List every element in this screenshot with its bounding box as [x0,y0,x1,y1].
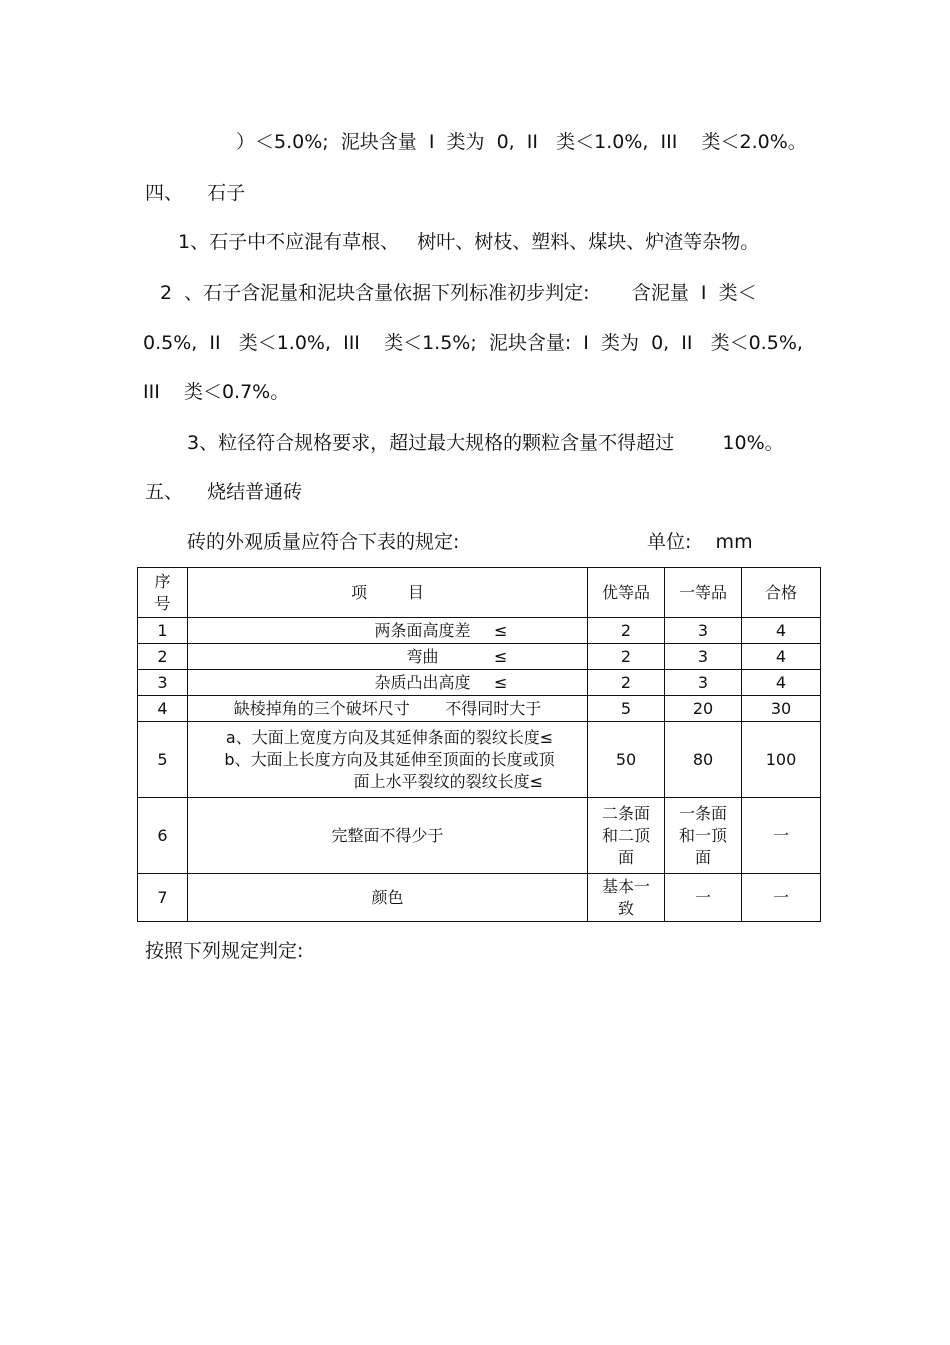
row-no: 4 [138,696,188,722]
crack-rule-b: b、大面上长度方向及其延伸至顶面的长度或顶 [224,749,555,769]
leq-symbol: ≤ [494,646,508,666]
row-item: 杂质凸出高度 ≤ [188,670,588,696]
table-row [138,644,821,670]
table-unit: 单位: mm [647,531,753,553]
row-item: 两条面高度差 ≤ [188,618,588,644]
brick-quality-table [137,567,821,922]
paragraph-line: 3、粒径符合规格要求，超过最大规格的颗粒含量不得超过 10%。 [187,432,784,454]
paragraph-line: III 类＜0.7%。 [143,381,290,403]
header-no: 序 号 [138,568,188,618]
row-grade-3: 30 [742,696,821,722]
leq-symbol: ≤ [494,620,508,640]
row-grade-1: 2 [588,618,665,644]
row-item: 完整面不得少于 [188,798,588,874]
row-no: 6 [138,798,188,874]
row-grade-3: 4 [742,670,821,696]
header-grade-2: 一等品 [665,568,742,618]
row-grade-2: 20 [665,696,742,722]
row-item [188,722,588,798]
table-row [138,798,821,874]
row-no: 7 [138,874,188,922]
paragraph-line: 按照下列规定判定: [145,940,304,962]
row-item: 颜色 [188,874,588,922]
row-item: 弯曲 ≤ [188,644,588,670]
crack-rule-a: a、大面上宽度方向及其延伸条面的裂纹长度≤ [225,727,554,747]
table-row [138,874,821,922]
row-grade-1: 二条面 和二顶 面 [588,798,665,874]
paragraph-line: 1、石子中不应混有草根、 树叶、树枝、塑料、煤块、炉渣等杂物。 [178,231,760,253]
row-grade-2: 3 [665,670,742,696]
table-row [138,670,821,696]
row-grade-1: 2 [588,670,665,696]
header-grade-1: 优等品 [588,568,665,618]
table-caption: 砖的外观质量应符合下表的规定: [187,531,460,553]
row-grade-2: 3 [665,644,742,670]
row-no: 3 [138,670,188,696]
paragraph-line: ）＜5.0%; 泥块含量 I 类为 0, II 类＜1.0%, III 类＜2.0%。 [236,131,807,153]
crack-rule-c: 面上水平裂纹的裂纹长度≤ [353,771,543,791]
row-grade-1: 5 [588,696,665,722]
row-grade-2: 一条面 和一顶 面 [665,798,742,874]
header-grade-3: 合格 [742,568,821,618]
row-grade-3: 一 [742,874,821,922]
row-grade-2: 一 [665,874,742,922]
row-grade-3: 4 [742,644,821,670]
section-heading-brick: 五、 烧结普通砖 [145,481,303,503]
table-row [138,618,821,644]
table-row [138,722,821,798]
row-no: 5 [138,722,188,798]
row-grade-2: 3 [665,618,742,644]
row-no: 1 [138,618,188,644]
paragraph-line: 0.5%, II 类＜1.0%, III 类＜1.5%; 泥块含量: I 类为 0, II 类＜0.5%, [143,332,803,354]
row-item: 缺棱掉角的三个破坏尺寸 不得同时大于 [188,696,588,722]
header-item: 项 目 [188,568,588,618]
row-grade-1: 50 [588,722,665,798]
table-row [138,696,821,722]
row-grade-3: 100 [742,722,821,798]
paragraph-line: 2 、石子含泥量和泥块含量依据下列标准初步判定: 含泥量 I 类＜ [160,282,757,304]
leq-symbol: ≤ [494,672,508,692]
table-header-row [138,568,821,618]
row-grade-3: 4 [742,618,821,644]
row-no: 2 [138,644,188,670]
row-grade-1: 基本一 致 [588,874,665,922]
row-grade-2: 80 [665,722,742,798]
row-grade-3: 一 [742,798,821,874]
section-heading-stone: 四、 石子 [145,182,246,204]
row-grade-1: 2 [588,644,665,670]
